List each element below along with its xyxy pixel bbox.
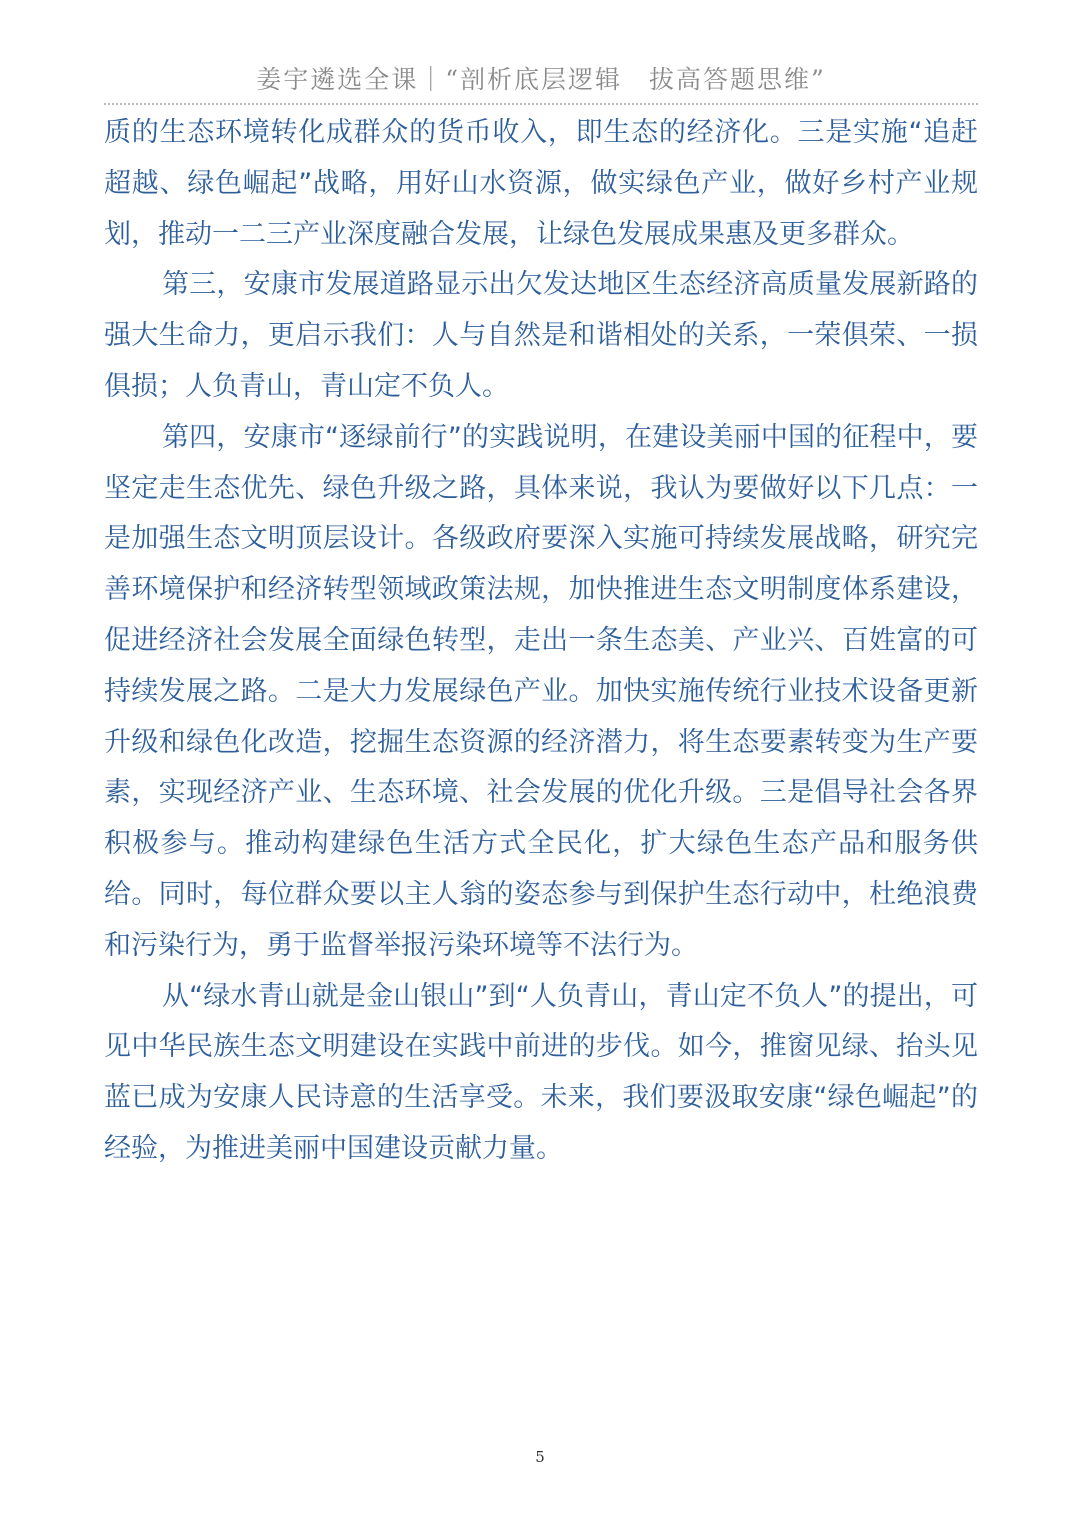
paragraph-continuation: 质的生态环境转化成群众的货币收入，即生态的经济化。三是实施“追赶超越、绿色崛起”战略，用好山水资源，做实绿色产业，做好乡村产业规划，推动一二三产业深度融合发展，让绿色发展成果惠及更多群众。 [104, 117, 978, 250]
paragraph-third-point: 第三，安康市发展道路显示出欠发达地区生态经济高质量发展新路的强大生命力，更启示我们：人与自然是和谐相处的关系，一荣俱荣、一损俱损；人负青山，青山定不负人。 [104, 269, 978, 402]
paragraph-fourth-point: 第四，安康市“逐绿前行”的实践说明，在建设美丽中国的征程中，要坚定走生态优先、绿色升级之路，具体来说，我认为要做好以下几点：一是加强生态文明顶层设计。各级政府要深入实施可持续发展战略，研究完善环境保护和经济转型领域政策法规，加快推进生态文明制度体系建设，促进经济社会发展全面绿色转型，走出一条生态美、产业兴、百姓富的可持续发展之路。二是大力发展绿色产业。加快实施传统行业技术设备更新升级和绿色化改造，挖掘生态资源的经济潜力，将生态要素转变为生产要素，实现经济产业、生态环境、社会发展的优化升级。三是倡导社会各界积极参与。推动构建绿色生活方式全民化，扩大绿色生态产品和服务供给。同时，每位群众要以主人翁的姿态参与到保护生态行动中，杜绝浪费和污染行为，勇于监督举报污染环境等不法行为。 [104, 421, 978, 961]
paragraph-conclusion: 从“绿水青山就是金山银山”到“人负青山，青山定不负人”的提出，可见中华民族生态文明建设在实践中前进的步伐。如今，推窗见绿、抬头见蓝已成为安康人民诗意的生活享受。未来，我们要汲取安康“绿色崛起”的经验，为推进美丽中国建设贡献力量。 [104, 980, 978, 1164]
page-header-title: 姜宇遴选全课｜“剖析底层逻辑 拔高答题思维” [256, 65, 826, 94]
document-body [104, 108, 978, 1175]
page-number: 5 [535, 1448, 545, 1466]
header-divider [104, 103, 978, 105]
